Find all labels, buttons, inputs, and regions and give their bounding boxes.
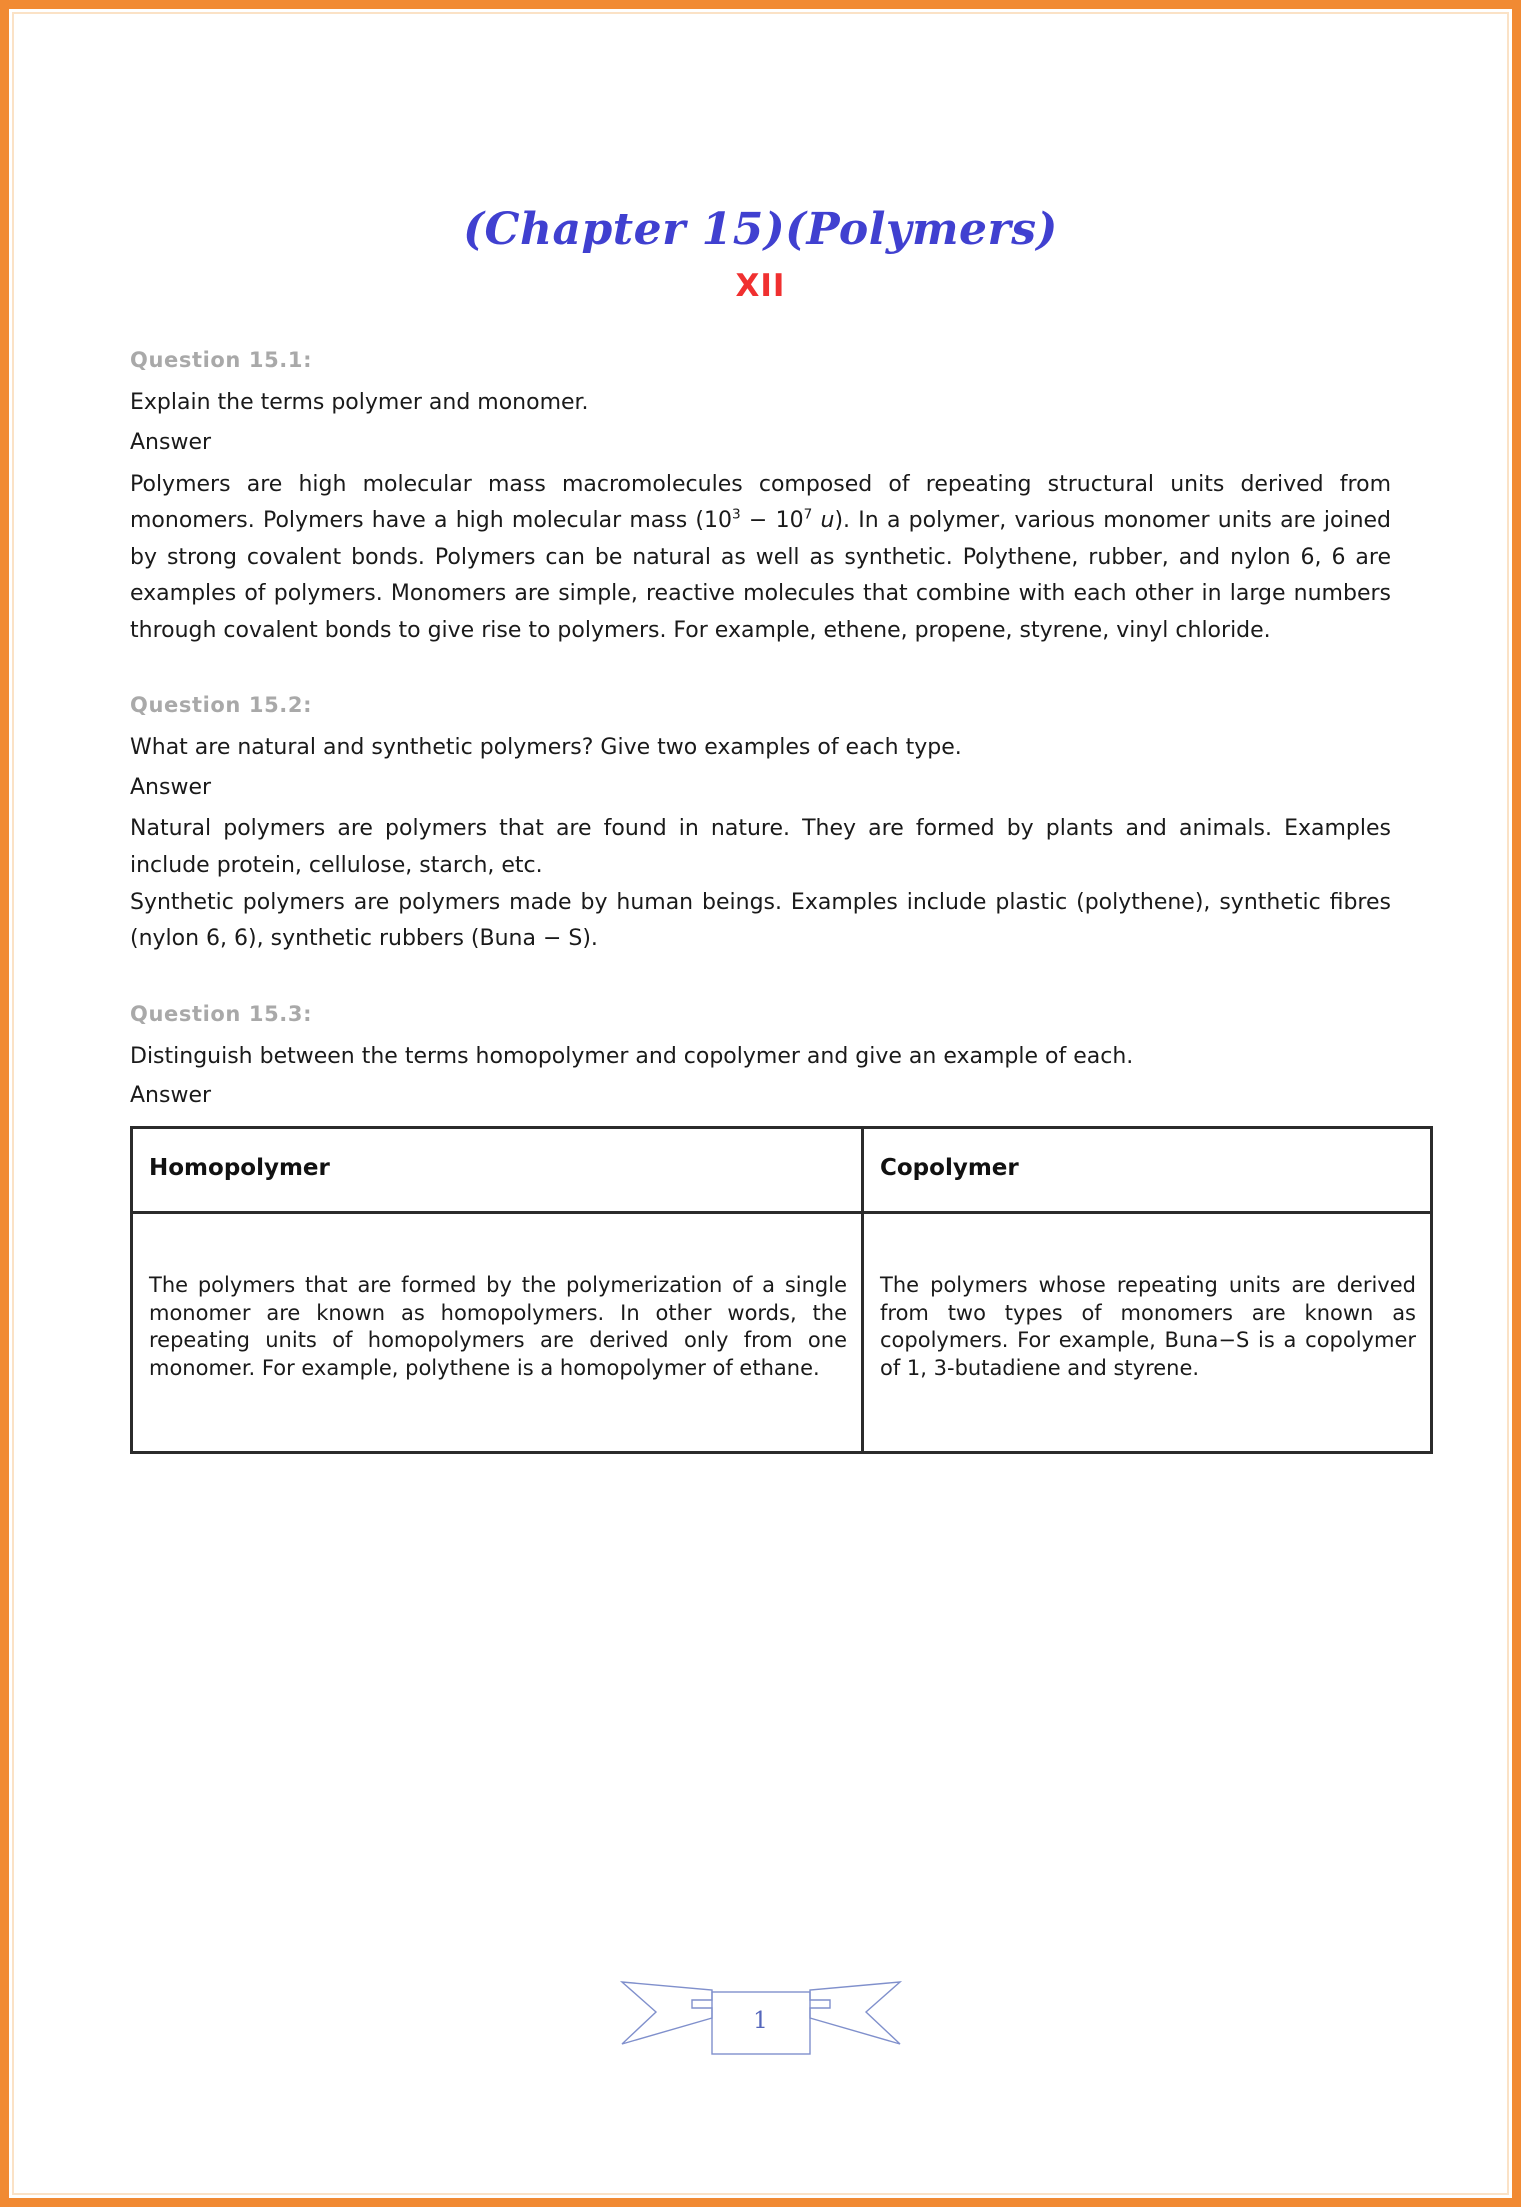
question-text-1: Explain the terms polymer and monomer. — [130, 390, 589, 416]
table-header-copolymer: Copolymer — [863, 1127, 1432, 1212]
question-label-2: Question 15.2: — [130, 693, 313, 718]
question-block-1 — [130, 348, 1391, 649]
answer-label-1: Answer — [130, 430, 212, 456]
table-cell-homopolymer-description: The polymers that are formed by the polymerization of a single monomer are known as homopolymers. In other words, the repeating units of homopolymers are derived only from one monomer. For example, polythene is a homopolymer of ethane. — [132, 1212, 863, 1452]
answer-label-2: Answer — [130, 774, 212, 800]
table-row — [132, 1212, 1432, 1452]
answer-text-part-d: ). In a polymer, various monomer units are joined by strong covalent bonds. Polymers can be natural as well as synthetic. Polythene, rubber, and nylon 6, 6 are examples of polymers. Monomers are simple, reactive molecules that combine with each other in large numbers through covalent bonds to give rise to polymers. For example, ethene, propene, styrene, vinyl chloride. — [130, 508, 1392, 643]
table-header-row — [132, 1127, 1432, 1212]
question-block-3 — [130, 1001, 1416, 1454]
superscript-3: 3 — [732, 506, 741, 523]
question-text-2: What are natural and synthetic polymers? Give two examples of each type. — [130, 735, 962, 761]
table-cell-copolymer-description: The polymers whose repeating units are derived from two types of monomers are known as copolymers. For example, Buna−S is a copolymer of 1, 3-butadiene and styrene. — [863, 1212, 1432, 1452]
page-footer — [0, 1956, 1521, 2072]
comparison-table — [130, 1126, 1433, 1454]
answer-paragraph-1 — [130, 467, 1391, 650]
answer-text-space — [812, 508, 820, 533]
answer-text-part-a: Polymers are high molecular mass macromolecules composed of repeating structural units derived from monomers. Polymers have a high molecular mass (10 — [130, 471, 1391, 534]
question-label-3: Question 15.3: — [130, 1001, 313, 1026]
title-block — [130, 0, 1391, 304]
table-header-homopolymer: Homopolymer — [132, 1127, 863, 1212]
answer-label-3: Answer — [130, 1083, 212, 1109]
question-label-1: Question 15.1: — [130, 348, 313, 373]
answer-text-part-b: − 10 — [740, 508, 804, 534]
question-text-3: Distinguish between the terms homopolymer and copolymer and give an example of each. — [130, 1043, 1134, 1069]
question-block-2 — [130, 693, 1391, 957]
page-number-text: 1 — [753, 2008, 768, 2034]
answer-paragraph-2b: Synthetic polymers are polymers made by human beings. Examples include plastic (polythene), synthetic fibres (nylon 6, 6), synthetic rubbers (Buna − S). — [130, 889, 1391, 952]
chapter-title: (Chapter 15)(Polymers) — [463, 204, 1058, 255]
unit-symbol-u: u — [820, 508, 835, 534]
class-label: XII — [735, 268, 786, 305]
answer-paragraph-2a: Natural polymers are polymers that are found in nature. They are formed by plants and animals. Examples include protein, cellulose, starch, etc. — [130, 816, 1391, 878]
superscript-7: 7 — [803, 506, 813, 523]
page-number-ribbon — [616, 1956, 906, 2068]
